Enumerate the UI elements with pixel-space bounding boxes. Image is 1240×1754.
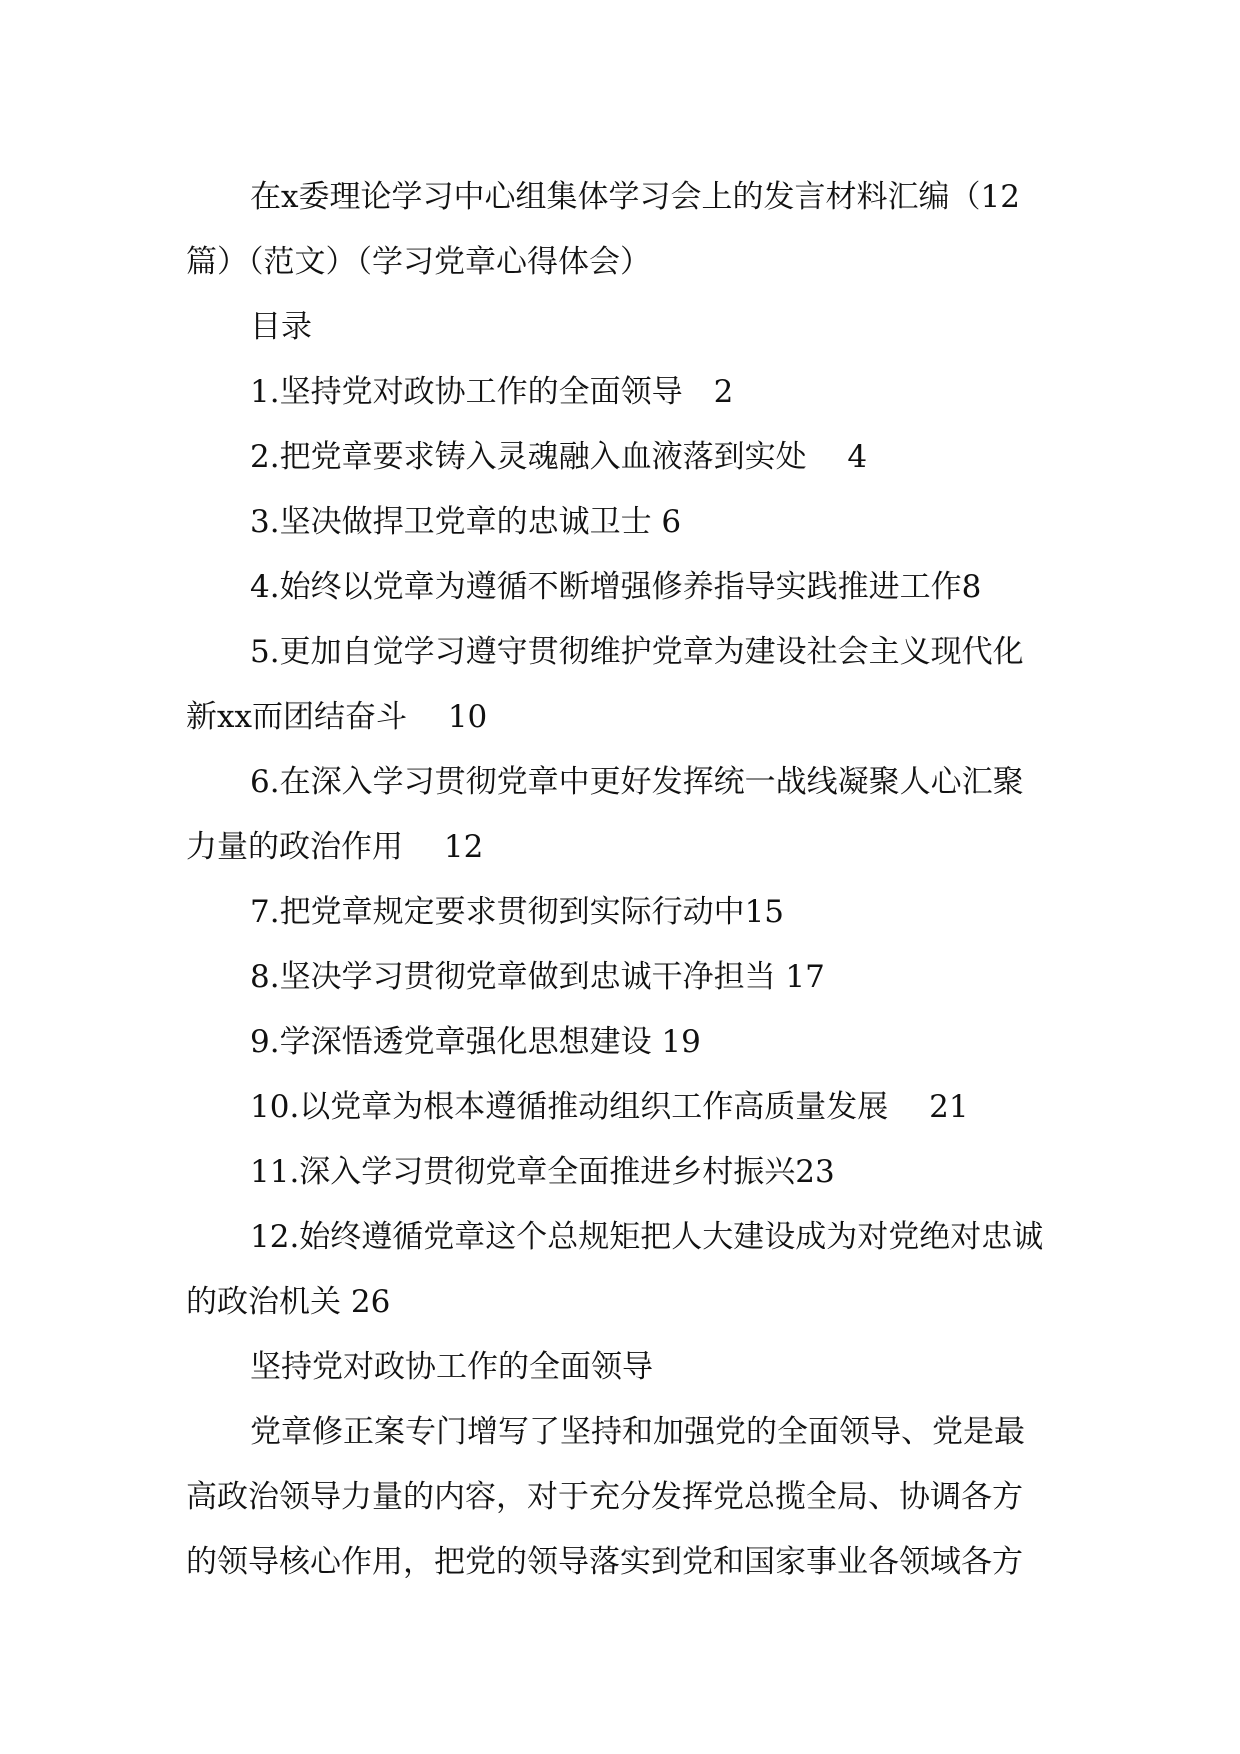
- toc-entry-12-line-2: 的政治机关 26: [186, 1284, 391, 1320]
- toc-entry-6-line-1: 6.在深入学习贯彻党章中更好发挥统一战线凝聚人心汇聚: [250, 764, 1024, 800]
- document-page: [186, 165, 1064, 1595]
- body-line-2: 高政治领导力量的内容，对于充分发挥党总揽全局、协调各方: [186, 1479, 1023, 1515]
- section-heading: 坚持党对政协工作的全面领导: [250, 1349, 653, 1385]
- toc-entry-5-line-2: 新xx而团结奋斗 10: [186, 699, 488, 735]
- document-title-line-1: 在x委理论学习中心组集体学习会上的发言材料汇编（12: [250, 179, 1020, 215]
- toc-entry-8: 8.坚决学习贯彻党章做到忠诚干净担当 17: [250, 959, 825, 995]
- table-of-contents: [186, 360, 1064, 1335]
- toc-entry-5-line-1: 5.更加自觉学习遵守贯彻维护党章为建设社会主义现代化: [250, 634, 1024, 670]
- body-paragraph: [186, 1400, 1064, 1595]
- document-title-line-2: 篇）（范文）（学习党章心得体会）: [186, 244, 651, 280]
- toc-heading: 目录: [250, 309, 312, 345]
- toc-entry-7: 7.把党章规定要求贯彻到实际行动中15: [250, 894, 785, 930]
- toc-entry-3: 3.坚决做捍卫党章的忠诚卫士 6: [250, 504, 682, 540]
- body-line-3: 的领导核心作用，把党的领导落实到党和国家事业各领域各方: [186, 1544, 1023, 1580]
- toc-entry-12-line-1: 12.始终遵循党章这个总规矩把人大建设成为对党绝对忠诚: [250, 1219, 1044, 1255]
- toc-entry-9: 9.学深悟透党章强化思想建设 19: [250, 1024, 701, 1060]
- toc-entry-10: 10.以党章为根本遵循推动组织工作高质量发展 21: [250, 1089, 969, 1125]
- toc-entry-11: 11.深入学习贯彻党章全面推进乡村振兴23: [250, 1154, 835, 1190]
- toc-entry-6-line-2: 力量的政治作用 12: [186, 829, 484, 865]
- body-line-1: 党章修正案专门增写了坚持和加强党的全面领导、党是最: [250, 1414, 1025, 1450]
- toc-entry-4: 4.始终以党章为遵循不断增强修养指导实践推进工作8: [250, 569, 982, 605]
- toc-entry-2: 2.把党章要求铸入灵魂融入血液落到实处 4: [250, 439, 868, 475]
- toc-entry-1: 1.坚持党对政协工作的全面领导 2: [250, 374, 734, 410]
